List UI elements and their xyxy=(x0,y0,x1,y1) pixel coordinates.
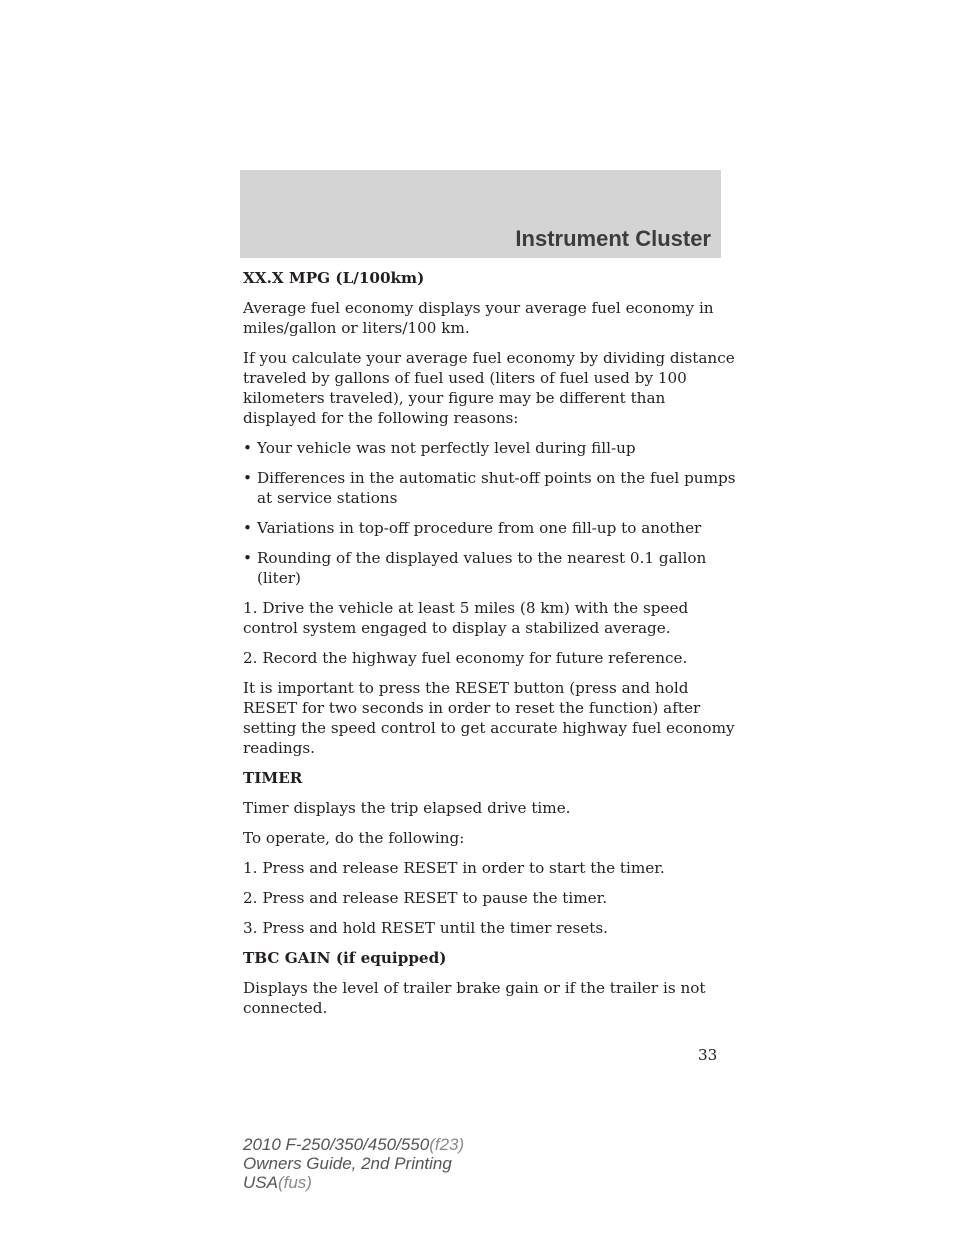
list-item xyxy=(243,518,743,538)
heading-timer: TIMER xyxy=(243,769,303,787)
heading-tbc-gain: TBC GAIN (if equipped) xyxy=(243,949,447,967)
paragraph-tbc-1: Displays the level of trailer brake gain or if the trailer is not connected. xyxy=(243,979,706,1017)
list-item xyxy=(243,548,743,588)
timer-step-1: 1. Press and release RESET in order to start the timer. xyxy=(243,859,665,877)
heading-mpg: XX.X MPG (L/100km) xyxy=(243,269,425,287)
footer-line-3 xyxy=(243,1173,464,1192)
list-item xyxy=(243,468,743,508)
footer-region-code: (fus) xyxy=(277,1173,312,1192)
footer-line-1 xyxy=(243,1135,464,1154)
section-title: Instrument Cluster xyxy=(515,226,711,251)
bullet-icon: • xyxy=(243,549,252,567)
paragraph-mpg-1: Average fuel economy displays your average fuel economy in miles/gallon or liters/100 km. xyxy=(243,299,714,337)
document-footer xyxy=(243,1135,464,1192)
list-item xyxy=(243,438,743,458)
list-item-text: Differences in the automatic shut-off points on the fuel pumps at service stations xyxy=(257,469,736,507)
bullet-icon: • xyxy=(243,519,252,537)
page-number: 33 xyxy=(698,1046,718,1064)
section-header-bar xyxy=(240,170,721,258)
timer-step-2: 2. Press and release RESET to pause the timer. xyxy=(243,889,608,907)
timer-step-3: 3. Press and hold RESET until the timer resets. xyxy=(243,919,608,937)
list-item-text: Your vehicle was not perfectly level during fill-up xyxy=(257,439,636,457)
list-item-text: Variations in top-off procedure from one fill-up to another xyxy=(257,519,702,537)
page-content xyxy=(243,268,743,1028)
paragraph-mpg-2: If you calculate your average fuel economy by dividing distance traveled by gallons of fuel used (liters of fuel used by 100 kilometers traveled), your figure may be different than displayed for the following reasons: xyxy=(243,349,735,427)
footer-model: 2010 F-250/350/450/550 xyxy=(243,1135,430,1154)
footer-region: USA xyxy=(243,1173,278,1192)
paragraph-timer-1: Timer displays the trip elapsed drive time. xyxy=(243,799,571,817)
reset-note: It is important to press the RESET button (press and hold RESET for two seconds in order to reset the function) after setting the speed control to get accurate highway fuel economy readings. xyxy=(243,679,735,757)
step-1: 1. Drive the vehicle at least 5 miles (8 km) with the speed control system engaged to display a stabilized average. xyxy=(243,599,689,637)
step-2: 2. Record the highway fuel economy for future reference. xyxy=(243,649,688,667)
footer-model-code: (f23) xyxy=(429,1135,465,1154)
bullet-icon: • xyxy=(243,469,252,487)
paragraph-timer-2: To operate, do the following: xyxy=(243,829,465,847)
list-item-text: Rounding of the displayed values to the nearest 0.1 gallon (liter) xyxy=(257,549,707,587)
footer-line-2: Owners Guide, 2nd Printing xyxy=(243,1154,452,1173)
bullet-icon: • xyxy=(243,439,252,457)
